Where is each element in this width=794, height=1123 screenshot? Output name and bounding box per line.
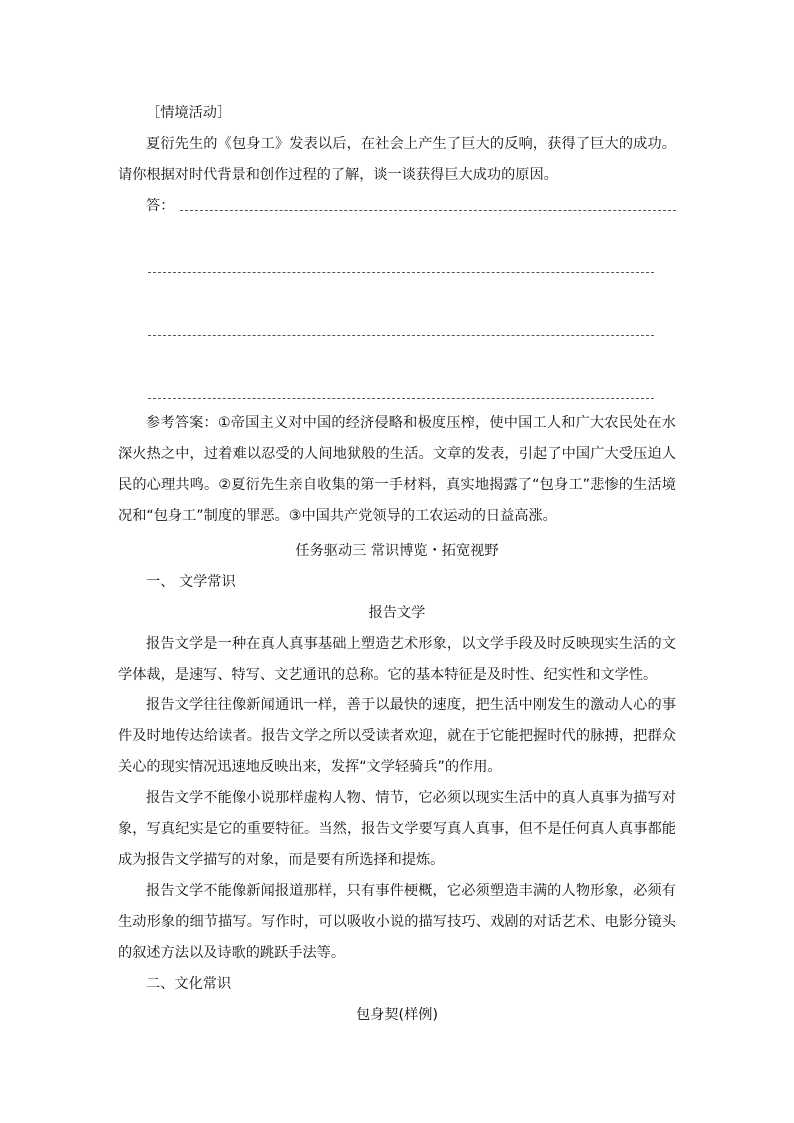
situation-prompt: 夏衍先生的《包身工》发表以后，在社会上产生了巨大的反响，获得了巨大的成功。请你根据对时代背景和创作过程的了解，谈一谈获得巨大成功的原因。	[118, 136, 676, 183]
paragraph: 报告文学不能像新闻报道那样，只有事件梗概，它必须塑造丰满的人物形象，必须有生动形象的细节描写。写作时，可以吸收小说的描写技巧、戏剧的对话艺术、电影分镜头的叙述方法以及诗歌的跳跃手法等。	[118, 883, 676, 961]
paragraph: 报告文学不能像小说那样虚构人物、情节，它必须以现实生活中的真人真事为描写对象，写真纪实是它的重要特征。当然，报告文学要写真人真事，但不是任何真人真事都能成为报告文学描写的对象，而是要有所选择和提炼。	[118, 790, 676, 868]
answer-blank-line[interactable]	[148, 335, 654, 336]
situation-heading: ［情境活动］	[146, 105, 232, 121]
paragraph: 报告文学往往像新闻通讯一样，善于以最快的速度，把生活中刚发生的激动人心的事件及时地传达给读者。报告文学之所以受读者欢迎，就在于它能把握时代的脉搏，把群众关心的现实情况迅速地反映出来，发挥“文学轻骑兵”的作用。	[118, 697, 676, 775]
culture-title: 包身契(样例)	[355, 1007, 438, 1023]
answer-row[interactable]	[146, 191, 676, 222]
task-title: 任务驱动三 常识博览・拓宽视野	[295, 543, 499, 559]
section1-heading: 一、 文学常识	[146, 574, 236, 590]
answer-blank-line[interactable]	[180, 210, 676, 211]
section2-heading: 二、文化常识	[146, 976, 232, 992]
answer-blank-line[interactable]	[148, 398, 654, 399]
literature-title: 报告文学	[368, 605, 426, 621]
answer-label: 答：	[146, 198, 175, 214]
answer-blank-line[interactable]	[148, 272, 654, 273]
paragraph: 报告文学是一种在真人真事基础上塑造艺术形象，以文学手段及时反映现实生活的文学体裁，是速写、特写、文艺通讯的总称。它的基本特征是及时性、纪实性和文学性。	[118, 636, 676, 683]
reference-answer: 参考答案：①帝国主义对中国的经济侵略和极度压榨，使中国工人和广大农民处在水深火热之中，过着难以忍受的人间地狱般的生活。文章的发表，引起了中国广大受压迫人民的心理共鸣。②夏衍先生亲自收集的第一手材料，真实地揭露了“包身工”悲惨的生活境况和“包身工”制度的罪恶。③中国共产党领导的工农运动的日益高涨。	[118, 415, 676, 524]
